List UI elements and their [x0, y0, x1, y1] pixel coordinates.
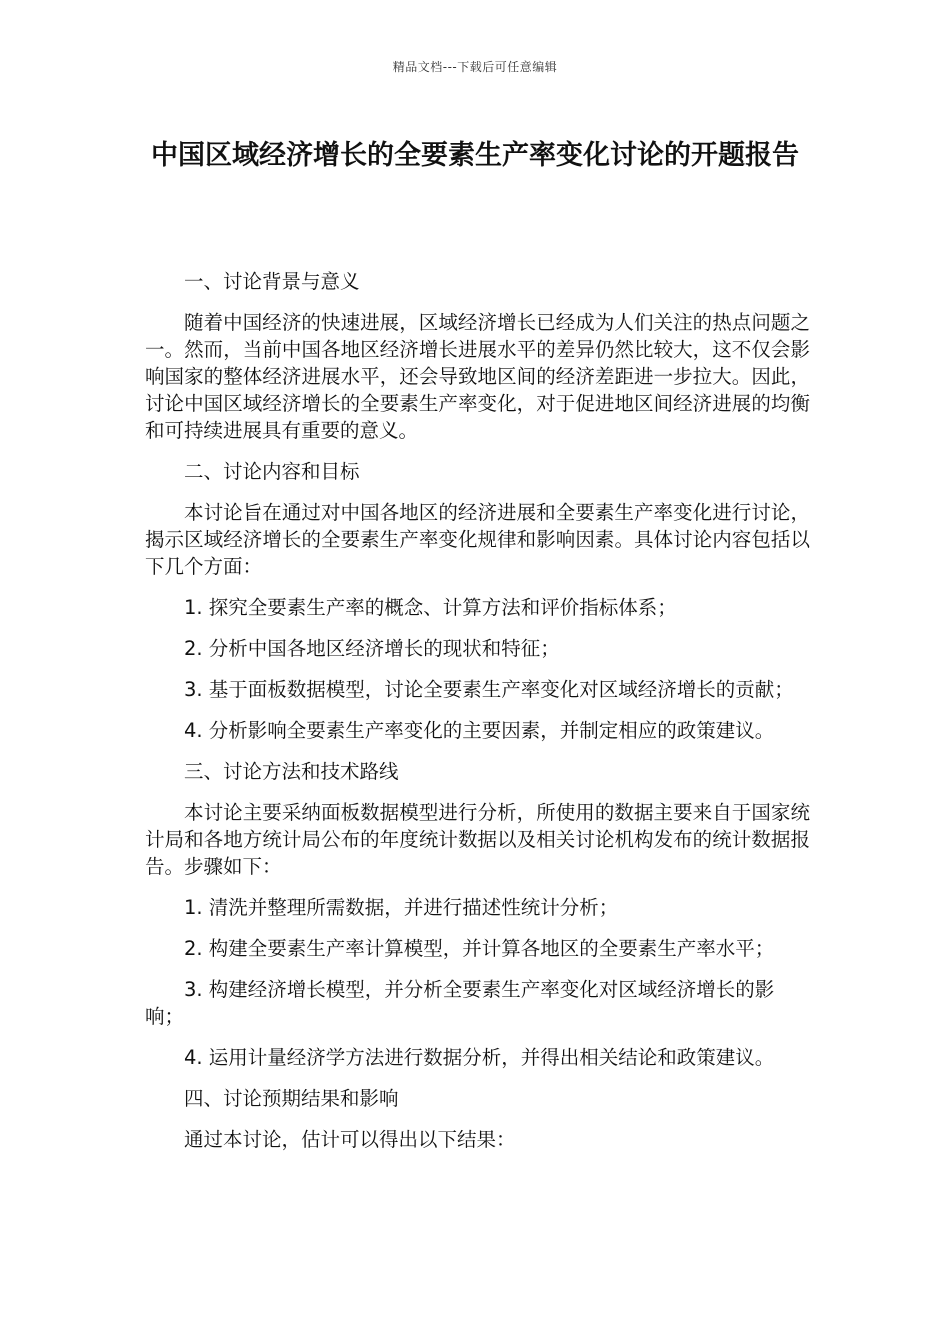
- section-expected-results: [145, 1085, 810, 1153]
- list-item: 3. 构建经济增长模型，并分析全要素生产率变化对区域经济增长的影响；: [145, 978, 775, 1028]
- header-note: 精品文档---下载后可任意编辑: [392, 60, 558, 74]
- list-item: 3. 基于面板数据模型，讨论全要素生产率变化对区域经济增长的贡献；: [184, 678, 794, 701]
- list-item: 2. 构建全要素生产率计算模型，并计算各地区的全要素生产率水平；: [184, 937, 775, 960]
- document-body: [145, 268, 810, 1167]
- document-title: 中国区域经济增长的全要素生产率变化讨论的开题报告: [151, 140, 799, 171]
- section-background: [145, 268, 810, 444]
- paragraph: 随着中国经济的快速进展，区域经济增长已经成为人们关注的热点问题之一。然而，当前中国各地区经济增长进展水平的差异仍然比较大，这不仅会影响国家的整体经济进展水平，还会导致地区间的经济差距进一步拉大。因此，讨论中国区域经济增长的全要素生产率变化，对于促进地区间经济进展的均衡和可持续进展具有重要的意义。: [145, 311, 810, 442]
- section-heading: 二、讨论内容和目标: [184, 460, 360, 483]
- section-methods: [145, 758, 810, 1071]
- list-item: 2. 分析中国各地区经济增长的现状和特征；: [184, 637, 560, 660]
- list-item: 1. 清洗并整理所需数据，并进行描述性统计分析；: [184, 896, 619, 919]
- section-heading: 一、讨论背景与意义: [184, 270, 360, 293]
- paragraph: 通过本讨论，估计可以得出以下结果：: [184, 1128, 516, 1151]
- paragraph: 本讨论主要采纳面板数据模型进行分析，所使用的数据主要来自于国家统计局和各地方统计局公布的年度统计数据以及相关讨论机构发布的统计数据报告。步骤如下：: [145, 801, 810, 878]
- section-heading: 四、讨论预期结果和影响: [184, 1087, 399, 1110]
- section-heading: 三、讨论方法和技术路线: [184, 760, 399, 783]
- list-item: 1. 探究全要素生产率的概念、计算方法和评价指标体系；: [184, 596, 677, 619]
- section-content-goals: [145, 458, 810, 744]
- list-item: 4. 分析影响全要素生产率变化的主要因素，并制定相应的政策建议。: [184, 719, 775, 742]
- list-item: 4. 运用计量经济学方法进行数据分析，并得出相关结论和政策建议。: [184, 1046, 775, 1069]
- paragraph: 本讨论旨在通过对中国各地区的经济进展和全要素生产率变化进行讨论，揭示区域经济增长的全要素生产率变化规律和影响因素。具体讨论内容包括以下几个方面：: [145, 501, 810, 578]
